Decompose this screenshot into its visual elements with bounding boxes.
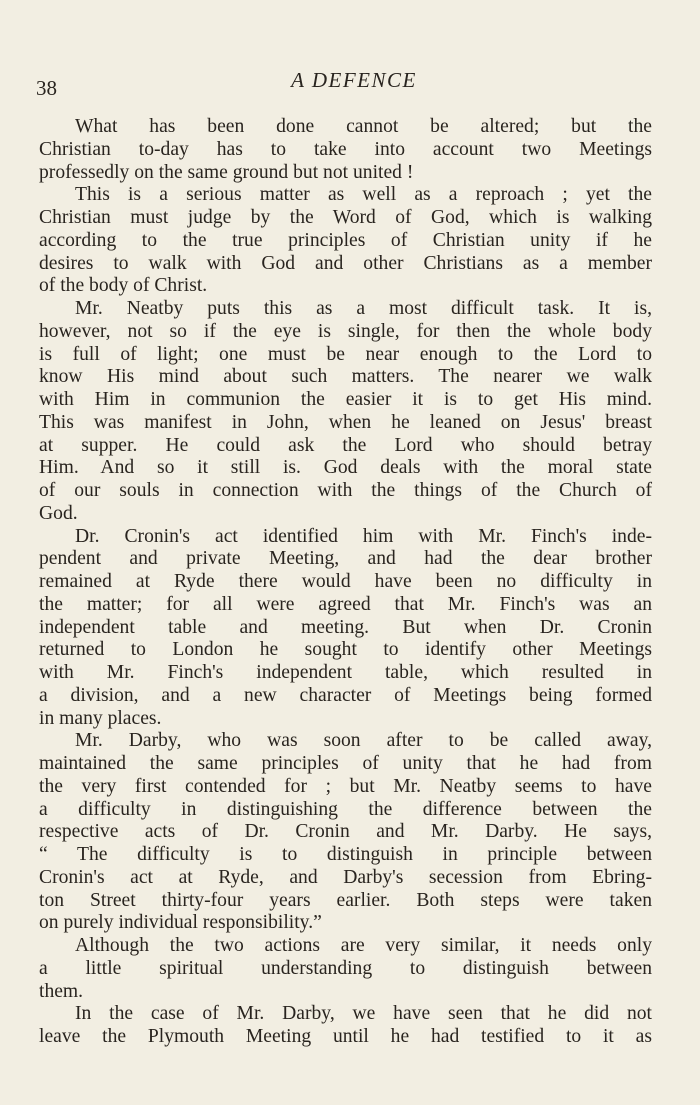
text-line: “ The difficulty is to distinguish in principle between	[39, 844, 652, 865]
text-line: professedly on the same ground but not united !	[39, 161, 414, 183]
text-line: with Mr. Finch's independent table, which resulted in	[39, 662, 652, 683]
paragraph	[39, 298, 652, 526]
paragraph	[39, 1003, 652, 1049]
text-line: Mr. Darby, who was soon after to be called away,	[75, 730, 652, 752]
text-line: them.	[39, 980, 84, 1002]
paragraph	[39, 526, 652, 731]
text-line: returned to London he sought to identify other Meetings	[39, 639, 652, 661]
text-line: a division, and a new character of Meetings being formed	[39, 684, 652, 706]
text-line: remained at Ryde there would have been no difficulty in	[39, 571, 652, 592]
text-line: pendent and private Meeting, and had the dear brother	[39, 548, 652, 570]
text-line: In the case of Mr. Darby, we have seen that he did not	[75, 1003, 652, 1025]
text-line: What has been done cannot be altered; but the	[75, 116, 652, 137]
text-line: Christian must judge by the Word of God, which is walking	[39, 207, 652, 228]
text-line: with Him in communion the easier it is to get His mind.	[39, 389, 652, 410]
text-line: maintained the same principles of unity that he had from	[39, 753, 652, 774]
text-line: This was manifest in John, when he leaned on Jesus' breast	[39, 411, 652, 433]
text-line: the matter; for all were agreed that Mr. Finch's was an	[39, 593, 652, 615]
text-line: Dr. Cronin's act identified him with Mr. Finch's inde-	[75, 525, 652, 547]
text-line: a difficulty in distinguishing the difference between the	[39, 798, 652, 820]
text-line: according to the true principles of Christian unity if he	[39, 229, 652, 251]
text-line: the very first contended for ; but Mr. Neatby seems to have	[39, 775, 652, 797]
body-text	[39, 116, 652, 1049]
text-line: Cronin's act at Ryde, and Darby's secession from Ebring-	[39, 866, 652, 888]
text-line: a little spiritual understanding to distinguish between	[39, 957, 652, 979]
text-line: of the body of Christ.	[39, 275, 208, 297]
paragraph	[39, 184, 652, 298]
text-line: on purely individual responsibility.”	[39, 912, 322, 934]
text-line: God.	[39, 502, 78, 524]
text-line: leave the Plymouth Meeting until he had testified to it as	[39, 1026, 652, 1047]
text-line: Him. And so it still is. God deals with the moral state	[39, 457, 652, 479]
text-line: in many places.	[39, 707, 162, 729]
text-line: is full of light; one must be near enough to the Lord to	[39, 343, 652, 365]
paragraph	[39, 730, 652, 935]
text-line: of our souls in connection with the things of the Church of	[39, 480, 652, 501]
text-line: This is a serious matter as well as a reproach ; yet the	[75, 184, 652, 206]
text-line: ton Street thirty-four years earlier. Both steps were taken	[39, 889, 652, 911]
text-line: Mr. Neatby puts this as a most difficult task. It is,	[75, 298, 652, 319]
page-number: 38	[36, 76, 57, 100]
text-line: respective acts of Dr. Cronin and Mr. Darby. He says,	[39, 821, 652, 843]
paragraph	[39, 116, 652, 184]
running-head: A DEFENCE	[291, 68, 417, 92]
text-line: however, not so if the eye is single, for then the whole body	[39, 320, 652, 342]
text-line: know His mind about such matters. The nearer we walk	[39, 366, 652, 388]
text-line: independent table and meeting. But when Dr. Cronin	[39, 616, 652, 638]
text-line: Although the two actions are very similar, it needs only	[75, 935, 652, 956]
text-line: Christian to-day has to take into account two Meetings	[39, 138, 652, 160]
text-line: desires to walk with God and other Christians as a member	[39, 252, 652, 274]
text-line: at supper. He could ask the Lord who should betray	[39, 434, 652, 456]
paragraph	[39, 935, 652, 1003]
